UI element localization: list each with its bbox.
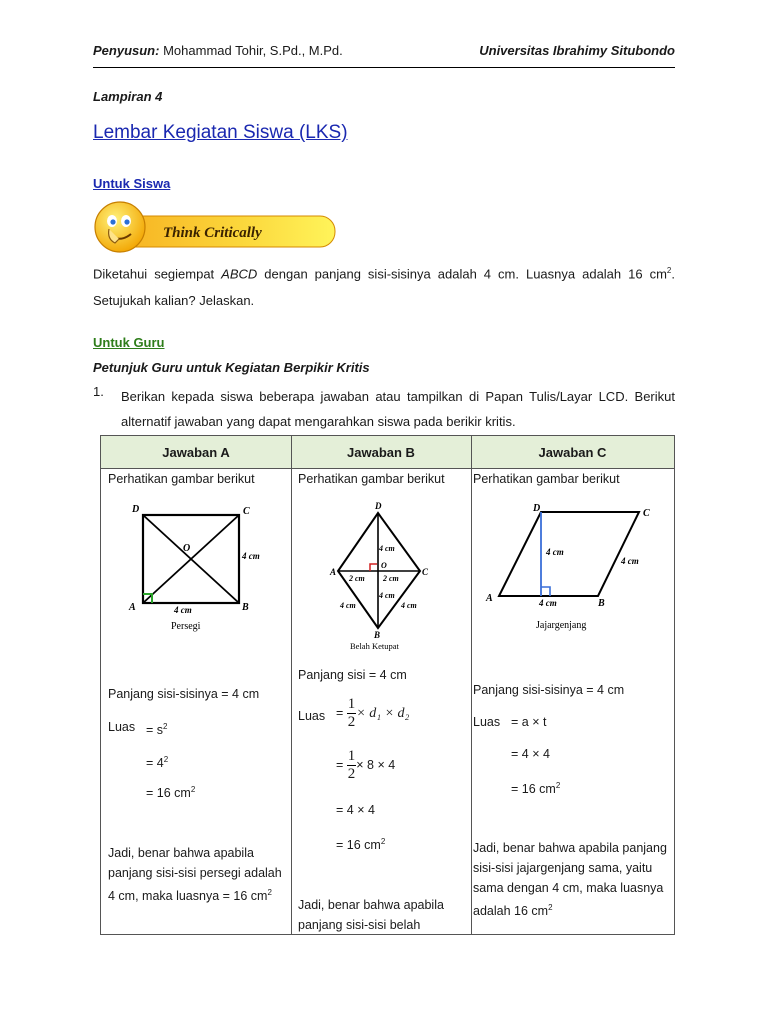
col-c-side-length: Panjang sisi-sisinya = 4 cm [473,683,625,697]
svg-text:C: C [643,508,650,519]
think-critically-banner [93,199,338,257]
svg-text:4 cm: 4 cm [340,601,356,610]
header-divider [93,67,675,68]
svg-text:Belah Ketupat: Belah Ketupat [350,641,399,651]
rhombus-figure [326,498,436,653]
col-c-step2: = 16 $cm^2$ [511,781,561,797]
col-a-luas-label: Luas [108,720,136,734]
student-section-heading: Untuk Siswa [93,176,171,191]
svg-text:4 cm: 4 cm [401,601,417,610]
col-b-step3: = 16 $cm^2$ [336,837,386,853]
svg-text:4 cm: 4 cm [242,551,260,561]
col-a-step2: = 16 $cm^2$ [146,785,196,801]
svg-text:O: O [183,543,191,554]
col-a-side-length: Panjang sisi-sisinya = 4 cm [108,687,260,701]
svg-text:4 cm: 4 cm [379,591,395,600]
col-a-intro: Perhatikan gambar berikut [108,472,255,486]
svg-text:2 cm: 2 cm [383,574,399,583]
problem-text-1: Diketahui segiempat [93,266,222,282]
column-divider [471,436,472,934]
col-b-luas-label: Luas [298,709,326,723]
svg-text:D: D [132,504,140,515]
teacher-section-heading: Untuk Guru [93,335,165,350]
svg-text:A: A [486,593,493,604]
col-b-step1: = $\frac{1}{2}$ × 8 × 4 [336,748,396,782]
svg-text:4 cm: 4 cm [539,598,557,608]
svg-text:C: C [243,506,250,517]
svg-text:Persegi: Persegi [171,621,201,632]
col-b-step2: = 4 × 4 [336,803,375,817]
svg-text:4 cm: 4 cm [174,605,192,615]
svg-text:C: C [422,567,429,577]
author-label: Penyusun: [93,43,160,58]
svg-text:B: B [374,630,381,640]
problem-text-3: . Setujukah kalian? Jelaskan. [93,266,675,309]
svg-text:D: D [375,501,382,511]
svg-text:A: A [129,602,136,613]
problem-text-2: dengan panjang sisi-sisinya adalah 4 cm. Luasnya adalah 16 cm [257,266,667,282]
parallelogram-figure [481,498,666,638]
col-a-step1: = $4^2$ [146,755,169,771]
column-divider [291,436,292,934]
svg-text:B: B [242,602,249,613]
col-b-luas-formula: = $\frac{1}{2}$ × d₁ × d₂ [336,696,410,730]
col-c-luas-label: Luas [473,715,501,729]
col-a-luas-formula: = $s^2$ [146,722,168,738]
page-title: Lembar Kegiatan Siswa (LKS) [93,122,348,143]
header-jawaban-c: Jawaban C [471,436,674,469]
col-c-intro: Perhatikan gambar berikut [473,472,620,486]
header-jawaban-b: Jawaban B [291,436,471,469]
svg-text:B: B [598,598,605,609]
list-number: 1. [93,384,104,399]
col-a-conclusion: Jadi, benar bahwa apabila panjang sisi-sisi persegi adalah 4 cm, maka luasnya = 16 $cm^2$ [108,846,282,904]
problem-abcd: ABCD [221,266,258,282]
problem-sup: 2 [666,266,672,275]
svg-text:2 cm: 2 cm [349,574,365,583]
svg-text:A: A [330,567,337,577]
col-c-luas-formula: = a × t [511,715,547,729]
university-name: Universitas Ibrahimy Situbondo [479,43,675,58]
svg-text:4 cm: 4 cm [546,547,564,557]
author-name: Mohammad Tohir, S.Pd., M.Pd. [163,43,343,58]
smiley-icon [95,202,145,252]
banner-label: Think Critically [163,225,262,241]
answers-table [100,435,675,935]
svg-text:D: D [533,503,541,514]
col-c-conclusion: Jadi, benar bahwa apabila panjang sisi-sisi jajargenjang sama, yaitu sama dengan 4 cm, maka luasnya adalah 16 $cm^2$ [473,841,667,919]
col-c-step1: = 4 × 4 [511,747,550,761]
svg-text:O: O [381,561,387,570]
col-b-conclusion: Jadi, benar bahwa apabila panjang sisi-sisi belah [298,898,444,932]
col-b-side-length: Panjang sisi = 4 cm [298,668,407,682]
svg-text:Jajargenjang: Jajargenjang [536,620,587,631]
problem-statement [93,257,675,314]
svg-text:4 cm: 4 cm [379,544,395,553]
author-info [93,43,343,58]
square-figure [121,498,261,643]
header-jawaban-a: Jawaban A [101,436,291,469]
svg-text:4 cm: 4 cm [621,556,639,566]
col-b-intro: Perhatikan gambar berikut [298,472,445,486]
appendix-label: Lampiran 4 [93,89,163,104]
page-header [93,43,675,58]
list-item-text: Berikan kepada siswa beberapa jawaban atau tampilkan di Papan Tulis/Layar LCD. Berikut alternatif jawaban yang dapat mengarahkan siswa pada berikir kritis. [121,389,675,429]
teacher-instructions-heading: Petunjuk Guru untuk Kegiatan Berpikir Kritis [93,360,370,375]
